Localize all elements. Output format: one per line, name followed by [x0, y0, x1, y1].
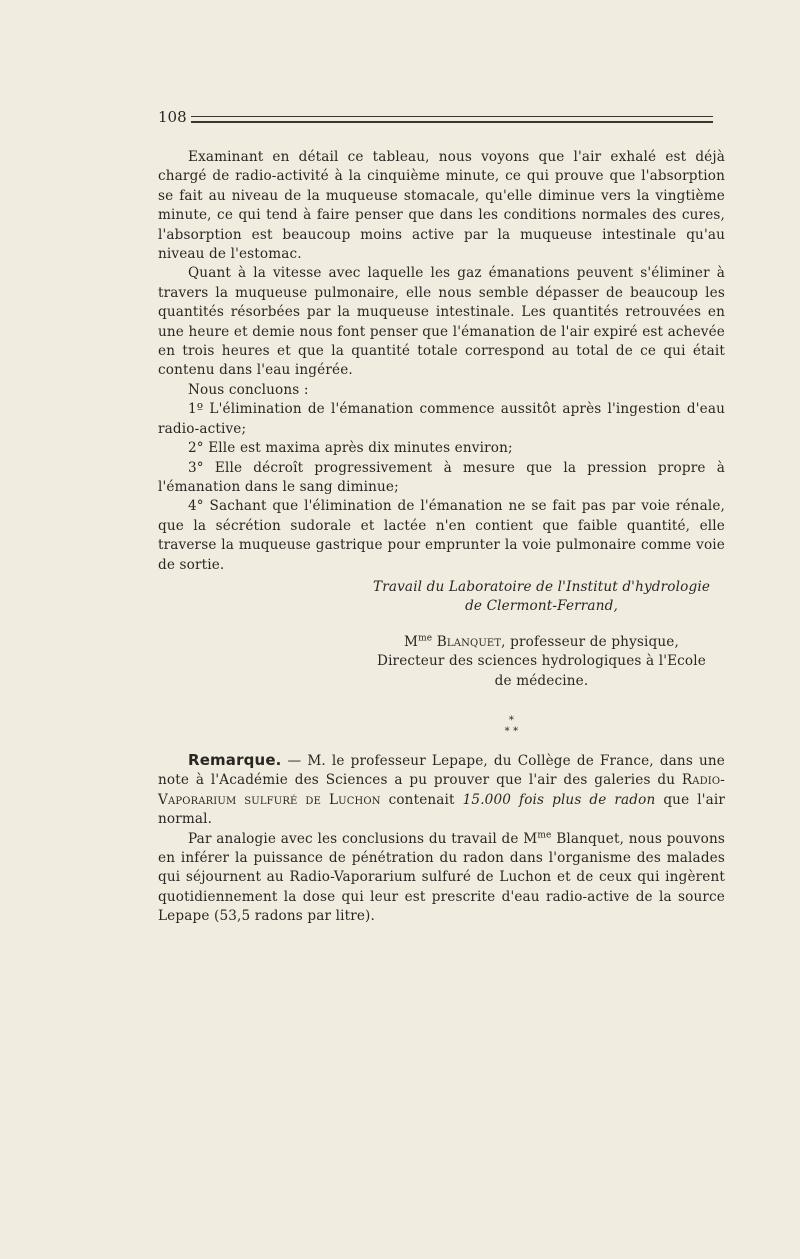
conclusion-item: 4° Sachant que l'élimination de l'émanation ne se fait pas par voie rénale, que la sécrétion sudorale et lactée n'en contient que faible quantité, elle traverse la muqueuse gastrique pour emprunter la voie pulmonaire comme voie de sortie. [158, 498, 725, 573]
remark-paragraph: Remarque. — M. le professeur Lepape, du Collège de France, dans une note à l'Académie des Sciences a pu prouver que l'air des galeries du Radio-Vaporarium sulfuré de Luchon contenait 15.000 fois plus de radon que l'air normal. [158, 750, 726, 828]
author-name: Blanquet [436, 633, 502, 650]
body-text [158, 148, 725, 927]
asterisk-top: * [508, 714, 515, 726]
signature-school: de médecine. [494, 672, 589, 689]
signature-author: $M^{me}$ Blanquet, professeur de physique, [404, 633, 679, 650]
section-separator [158, 715, 725, 737]
conclusion-item: 1º L'élimination de l'émanation commence aussitôt après l'ingestion d'eau radio-active; [158, 401, 725, 437]
paragraph: Nous concluons : [188, 381, 309, 398]
asterisks-bottom: * * [504, 725, 519, 737]
remark-paragraph: Par analogie avec les conclusions du travail de $M^{me}$ Blanquet, nous pouvons en inférer la puissance de pénétration du radon dans l'organisme des malades qui séjournent au Radio-Vaporarium sulfuré de Luchon et de ceux qui ingèrent quotidiennement la dose qui leur est prescrite d'eau radio-active de la source Lepape (53,5 radons par litre). [158, 830, 725, 925]
paragraph: Quant à la vitesse avec laquelle les gaz émanations peuvent s'éliminer à travers la muqueuse pulmonaire, elle nous semble dépasser de beaucoup les quantités résorbées par la muqueuse intestinale. Les quantités retrouvées en une heure et demie nous font penser que l'émanation de l'air expiré est achevée en trois heures et que la quantité totale correspond au total de ce qui était contenu dans l'eau ingérée. [158, 265, 725, 379]
establishment-name: Radio-Vaporarium sulfuré de Luchon [158, 772, 725, 808]
signature-lab: Travail du Laboratoire de l'Institut d'hydrologie [372, 578, 711, 595]
signature-city: de Clermont-Ferrand, [465, 598, 618, 615]
paragraph: Examinant en détail ce tableau, nous voyons que l'air exhalé est déjà chargé de radio-activité à la cinquième minute, ce qui prouve que l'absorption se fait au niveau de la muqueuse stomacale, qu'elle diminue vers la vingtième minute, ce qui tend à faire penser que dans les conditions normales des cures, l'absorption est beaucoup moins active par la muqueuse intestinale qu'au niveau de l'estomac. [158, 149, 725, 263]
emphasis: 15.000 fois plus de radon [462, 791, 656, 808]
conclusion-item: 3° Elle décroît progressivement à mesure que la pression propre à l'émanation dans le sang diminue; [158, 459, 725, 495]
conclusion-item: 2° Elle est maxima après dix minutes environ; [188, 440, 513, 457]
page-number: 108 [158, 108, 187, 126]
signature-title: Directeur des sciences hydrologiques à l'Ecole [377, 653, 706, 670]
remark-title: Remarque. [188, 750, 282, 769]
page-header [158, 107, 713, 129]
signature-block [158, 578, 725, 691]
header-rule [191, 116, 713, 123]
